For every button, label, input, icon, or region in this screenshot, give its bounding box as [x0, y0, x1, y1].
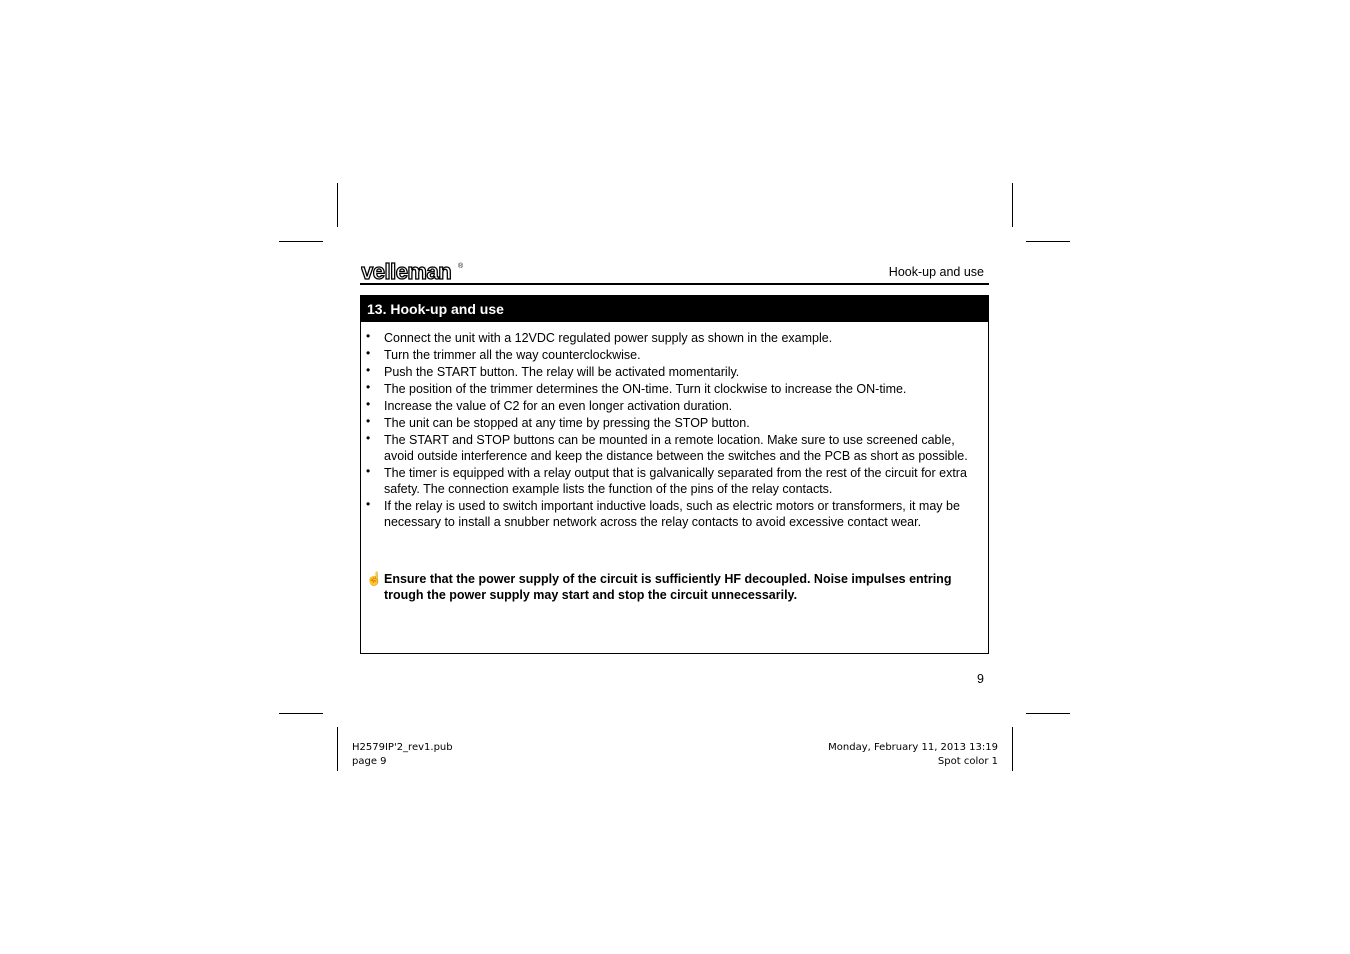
bullet-icon: •: [366, 346, 371, 360]
crop-mark: [1026, 713, 1070, 714]
content-panel: [360, 295, 989, 654]
list-item-text: The timer is equipped with a relay output that is galvanically separated from the rest of the circuit for extra safety. The connection example lists the function of the pins of the relay contacts.: [384, 466, 967, 496]
footer-right: [828, 741, 998, 769]
bullet-icon: •: [366, 497, 371, 511]
list-item: [361, 398, 988, 414]
bullet-icon: •: [366, 397, 371, 411]
crop-mark: [1012, 727, 1013, 771]
bullet-icon: •: [366, 414, 371, 428]
list-item: [361, 381, 988, 397]
bullet-icon: •: [366, 464, 371, 478]
list-item-text: If the relay is used to switch important inductive loads, such as electric motors or transformers, it may be necessary to install a snubber network across the relay contacts to avoid excessive contact wear.: [384, 499, 960, 529]
footer-filename: H2579IP'2_rev1.pub: [352, 742, 453, 753]
footer-page: page 9: [352, 756, 387, 767]
crop-mark: [279, 241, 323, 242]
footer-timestamp: Monday, February 11, 2013 13:19: [828, 742, 998, 753]
logo-wordmark: velleman: [361, 260, 452, 282]
page-number: 9: [977, 672, 984, 686]
list-item-text: Connect the unit with a 12VDC regulated power supply as shown in the example.: [384, 331, 833, 345]
instruction-list: [361, 330, 988, 531]
list-item: [361, 415, 988, 431]
list-item-text: Turn the trimmer all the way counterclockwise.: [384, 348, 641, 362]
pointing-hand-icon: ☝: [366, 571, 383, 586]
crop-mark: [337, 727, 338, 771]
header-divider: [360, 283, 989, 285]
bullet-icon: •: [366, 431, 371, 445]
svg-text:®: ®: [458, 263, 464, 270]
list-item-text: The START and STOP buttons can be mounted in a remote location. Make sure to use screened cable, avoid outside interference and keep the distance between the switches and the PCB as short as possible.: [384, 433, 968, 463]
brand-logo-mark: [361, 260, 465, 282]
section-title: 13. Hook-up and use: [361, 296, 988, 322]
list-item: [361, 330, 988, 346]
list-item-text: Push the START button. The relay will be activated momentarily.: [384, 365, 740, 379]
footer-color: Spot color 1: [937, 756, 998, 767]
crop-mark: [1026, 241, 1070, 242]
bullet-icon: •: [366, 380, 371, 394]
velleman-logo: [361, 260, 465, 282]
bullet-icon: •: [366, 363, 371, 377]
warning-note: [361, 571, 988, 603]
list-item-text: Increase the value of C2 for an even longer activation duration.: [384, 399, 733, 413]
list-item: [361, 364, 988, 380]
list-item: [361, 465, 988, 497]
bullet-icon: •: [366, 329, 371, 343]
list-item-text: The unit can be stopped at any time by pressing the STOP button.: [384, 416, 750, 430]
crop-mark: [279, 713, 323, 714]
list-item: [361, 432, 988, 464]
header-section-label: Hook-up and use: [888, 265, 984, 279]
crop-mark: [337, 183, 338, 227]
list-item: [361, 498, 988, 530]
list-item: [361, 347, 988, 363]
warning-note-text: Ensure that the power supply of the circuit is sufficiently HF decoupled. Noise impulses entring trough the power supply may start and stop the circuit unnecessarily.: [384, 572, 952, 602]
footer-left: [352, 741, 453, 769]
list-item-text: The position of the trimmer determines the ON-time. Turn it clockwise to increase the ON-time.: [384, 382, 907, 396]
crop-mark: [1012, 183, 1013, 227]
